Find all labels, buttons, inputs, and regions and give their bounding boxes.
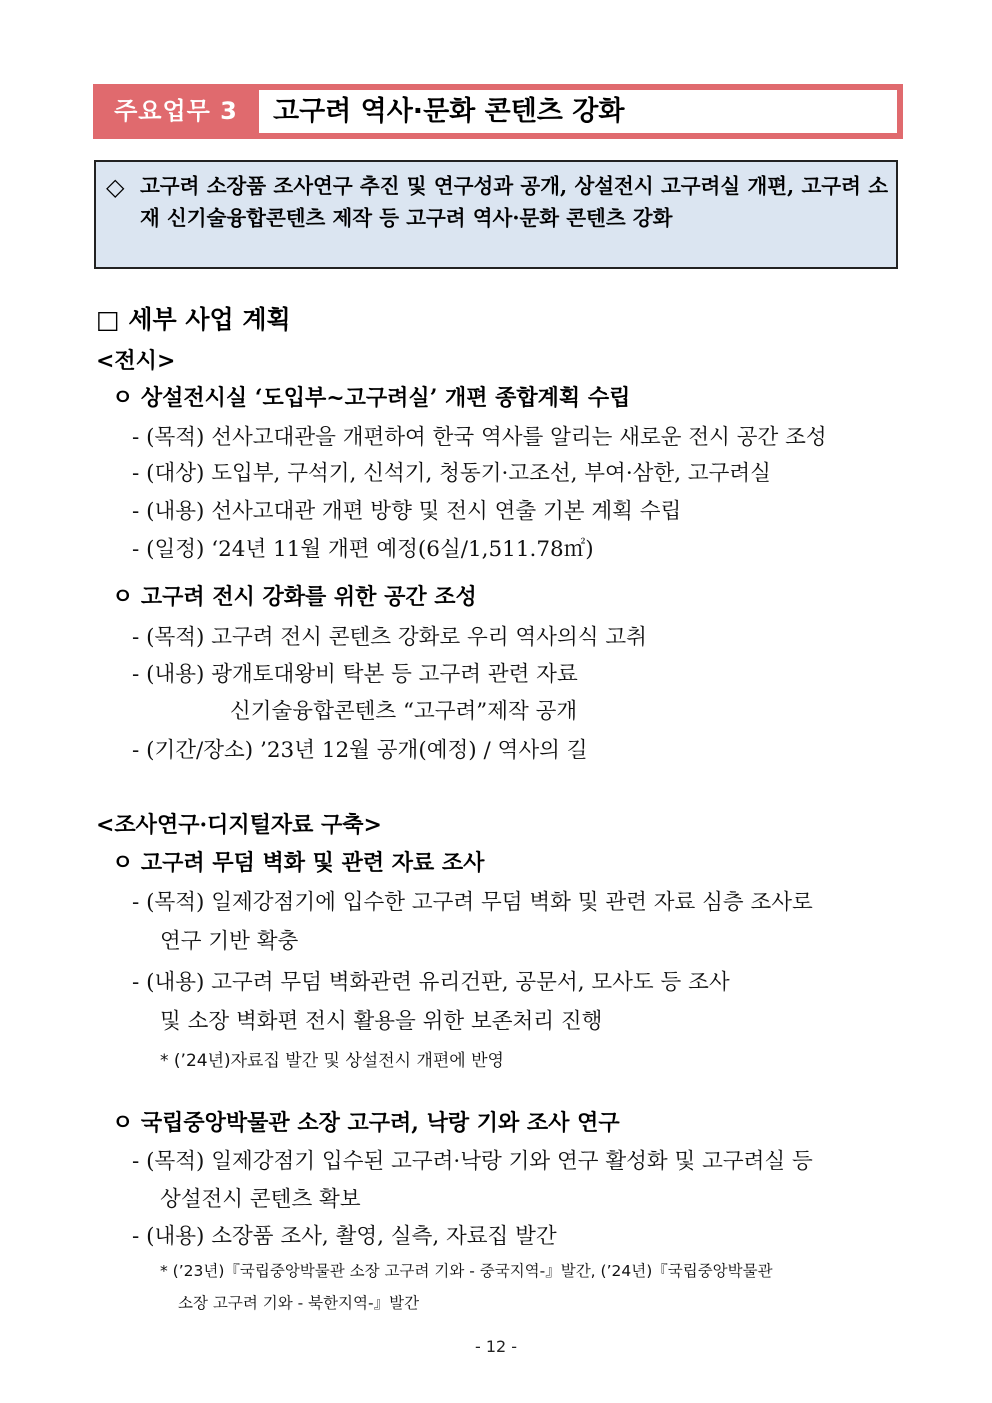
section-label-exhibition: <전시> <box>96 348 176 374</box>
item-note-continued: 소장 고구려 기와 - 북한지역-』발간 <box>178 1294 420 1312</box>
page-number: - 12 - <box>474 1337 518 1356</box>
item-content-continued: 및 소장 벽화편 전시 활용을 위한 보존처리 진행 <box>160 1009 603 1034</box>
item-purpose: - (목적) 일제강점기 입수된 고구려·낙랑 기와 연구 활성화 및 고구려실 등 <box>132 1149 813 1174</box>
item-title: ㅇ 고구려 전시 강화를 위한 공간 조성 <box>112 584 477 610</box>
item-period: - (기간/장소) ’23년 12월 공개(예정) / 역사의 길 <box>132 738 588 763</box>
summary-box <box>94 160 898 269</box>
item-purpose: - (목적) 일제강점기에 입수한 고구려 무덤 벽화 및 관련 자료 심층 조사로 <box>132 890 813 915</box>
item-purpose: - (목적) 선사고대관을 개편하여 한국 역사를 알리는 새로운 전시 공간 조성 <box>132 425 827 450</box>
item-content: - (내용) 선사고대관 개편 방향 및 전시 연출 기본 계획 수립 <box>132 499 682 524</box>
item-title: ㅇ 고구려 무덤 벽화 및 관련 자료 조사 <box>112 850 485 876</box>
banner-title: 고구려 역사·문화 콘텐츠 강화 <box>273 96 625 127</box>
banner-tag: 주요업무 3 <box>114 97 238 125</box>
section-label-research: <조사연구·디지털자료 구축> <box>96 812 382 838</box>
banner-title-box <box>259 90 897 133</box>
section-banner <box>93 84 903 139</box>
item-purpose-continued: 연구 기반 확충 <box>160 929 299 954</box>
item-target: - (대상) 도입부, 구석기, 신석기, 청동기·고조선, 부여·삼한, 고구려실 <box>132 461 771 486</box>
summary-text: 고구려 소장품 조사연구 추진 및 연구성과 공개, 상설전시 고구려실 개편, 고구려 소재 신기술융합콘텐츠 제작 등 고구려 역사·문화 콘텐츠 강화 <box>140 174 888 230</box>
item-content: - (내용) 소장품 조사, 촬영, 실측, 자료집 발간 <box>132 1224 557 1249</box>
item-content: - (내용) 광개토대왕비 탁본 등 고구려 관련 자료 <box>132 662 578 687</box>
item-purpose: - (목적) 고구려 전시 콘텐츠 강화로 우리 역사의식 고취 <box>132 625 647 650</box>
item-title: ㅇ 국립중앙박물관 소장 고구려, 낙랑 기와 조사 연구 <box>112 1110 620 1136</box>
item-content-continued: 신기술융합콘텐츠 “고구려”제작 공개 <box>230 699 578 724</box>
item-note: * (’24년)자료집 발간 및 상설전시 개편에 반영 <box>160 1051 504 1071</box>
plan-heading: □ 세부 사업 계획 <box>96 305 291 334</box>
diamond-icon: ◇ <box>106 173 125 201</box>
item-schedule: - (일정) ‘24년 11월 개편 예정(6실/1,511.78㎡) <box>132 537 594 562</box>
item-purpose-continued: 상설전시 콘텐츠 확보 <box>160 1187 361 1212</box>
item-title: ㅇ 상설전시실 ‘도입부~고구려실’ 개편 종합계획 수립 <box>112 385 631 411</box>
item-note: * (’23년)『국립중앙박물관 소장 고구려 기와 - 중국지역-』발간, (’24년)『국립중앙박물관 <box>160 1262 773 1280</box>
item-content: - (내용) 고구려 무덤 벽화관련 유리건판, 공문서, 모사도 등 조사 <box>132 970 730 995</box>
